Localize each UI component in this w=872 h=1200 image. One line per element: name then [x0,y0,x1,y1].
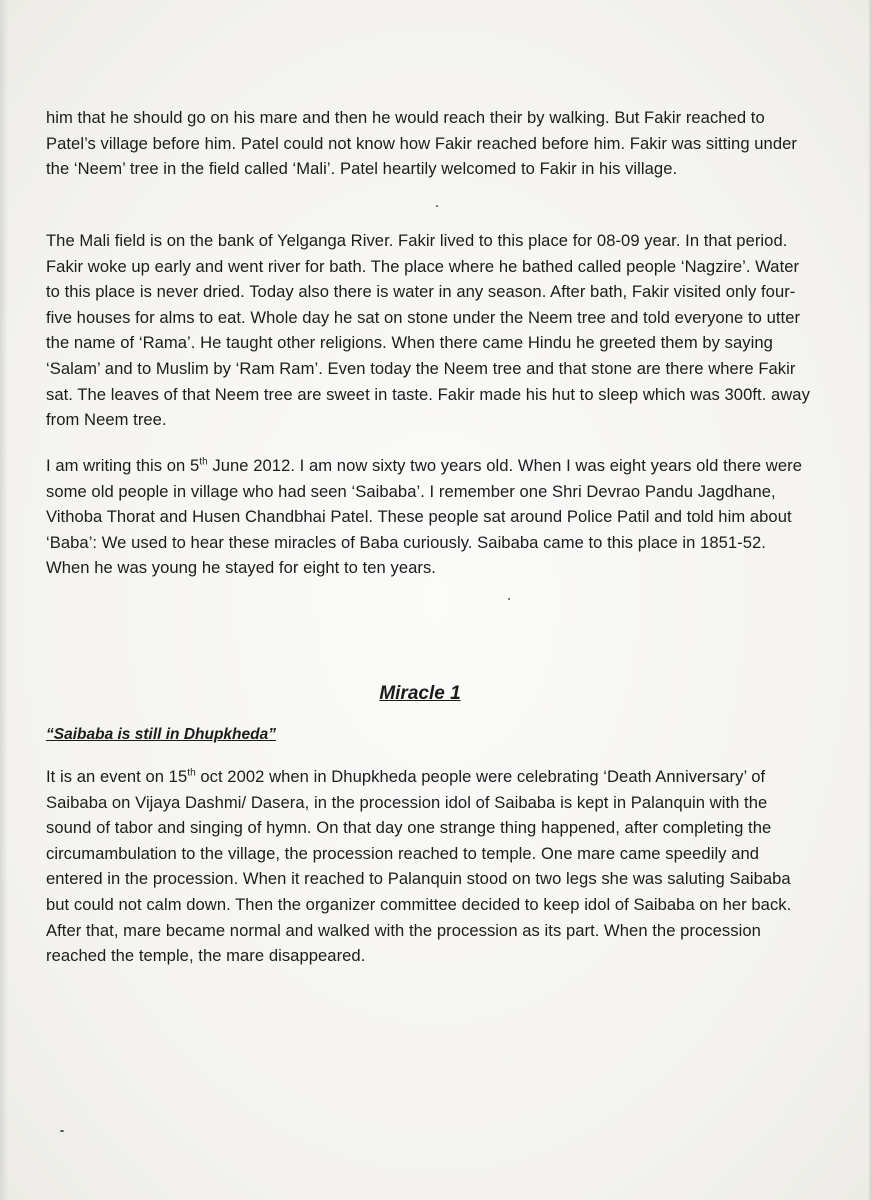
paragraph-author-memory-part2: June 2012. I am now sixty two years old. When I was eight years old there were some old people in village who had seen ‘Saibaba’. I remember one Shri Devrao Pandu Jagdhane, Vithoba Thorat and Husen Chandbhai Patel. These people sat around Police Patil and told him about ‘Baba’: We used to hear these miracles of Baba curiously. Saibaba came to this place in 1851-52. When he was young he stayed for eight to ten years. [46,456,802,578]
scan-speck [508,598,510,600]
miracle-heading: Miracle 1 [379,683,461,704]
scan-speck [436,205,438,207]
paragraph-patel-village: him that he should go on his mare and then he would reach their by walking. But Fakir reached to Patel’s village before him. Patel could not know how Fakir reached before him. Fakir was sitting under the ‘Neem’ tree in the field called ‘Mali’. Patel heartily welcomed to Fakir in his village. [46,108,797,179]
paragraph-mali-field: The Mali field is on the bank of Yelganga River. Fakir lived to this place for 08-09 year. In that period. Fakir woke up early and went river for bath. The place where he bathed called people ‘Nagzire’. Water to this place is never dried. Today also there is water in any season. After bath, Fakir visited only four-five houses for alms to eat. Whole day he sat on stone under the Neem tree and told everyone to utter the name of ‘Rama’. He taught other religions. When there came Hindu he greeted them by saying ‘Salam’ and to Muslim by ‘Ram Ram’. Even today the Neem tree and that stone are there where Fakir sat. The leaves of that Neem tree are sweet in taste. Fakir made his hut to sleep which was 300ft. away from Neem tree. [46,231,810,430]
ordinal-suffix: th [187,767,196,779]
scan-speck [60,1130,64,1132]
paragraph-author-memory [46,453,814,581]
paragraph-author-memory-part1: I am writing this on 5 [46,456,200,475]
paragraph-miracle-event-part1: It is an event on 15 [46,767,188,786]
ordinal-suffix: th [199,456,208,468]
paragraph-miracle-event [46,764,814,969]
page-right-edge [868,0,872,1200]
miracle-subheading: “Saibaba is still in Dhupkheda” [46,726,276,743]
paragraph-miracle-event-part2: oct 2002 when in Dhupkheda people were celebrating ‘Death Anniversary’ of Saibaba on Vijaya Dashmi/ Dasera, in the procession idol of Saibaba is kept in Palanquin with the sound of tabor and singing of hymn. On that day one strange thing happened, after completing the circumambulation to the village, the procession reached to temple. One mare came speedily and entered in the procession. When it reached to Palanquin stood on two legs she was saluting Saibaba but could not calm down. Then the organizer committee decided to keep idol of Saibaba on her back. After that, mare became normal and walked with the procession as its part. When the procession reached the temple, the mare disappeared. [46,767,792,966]
page-left-edge [0,0,8,1200]
